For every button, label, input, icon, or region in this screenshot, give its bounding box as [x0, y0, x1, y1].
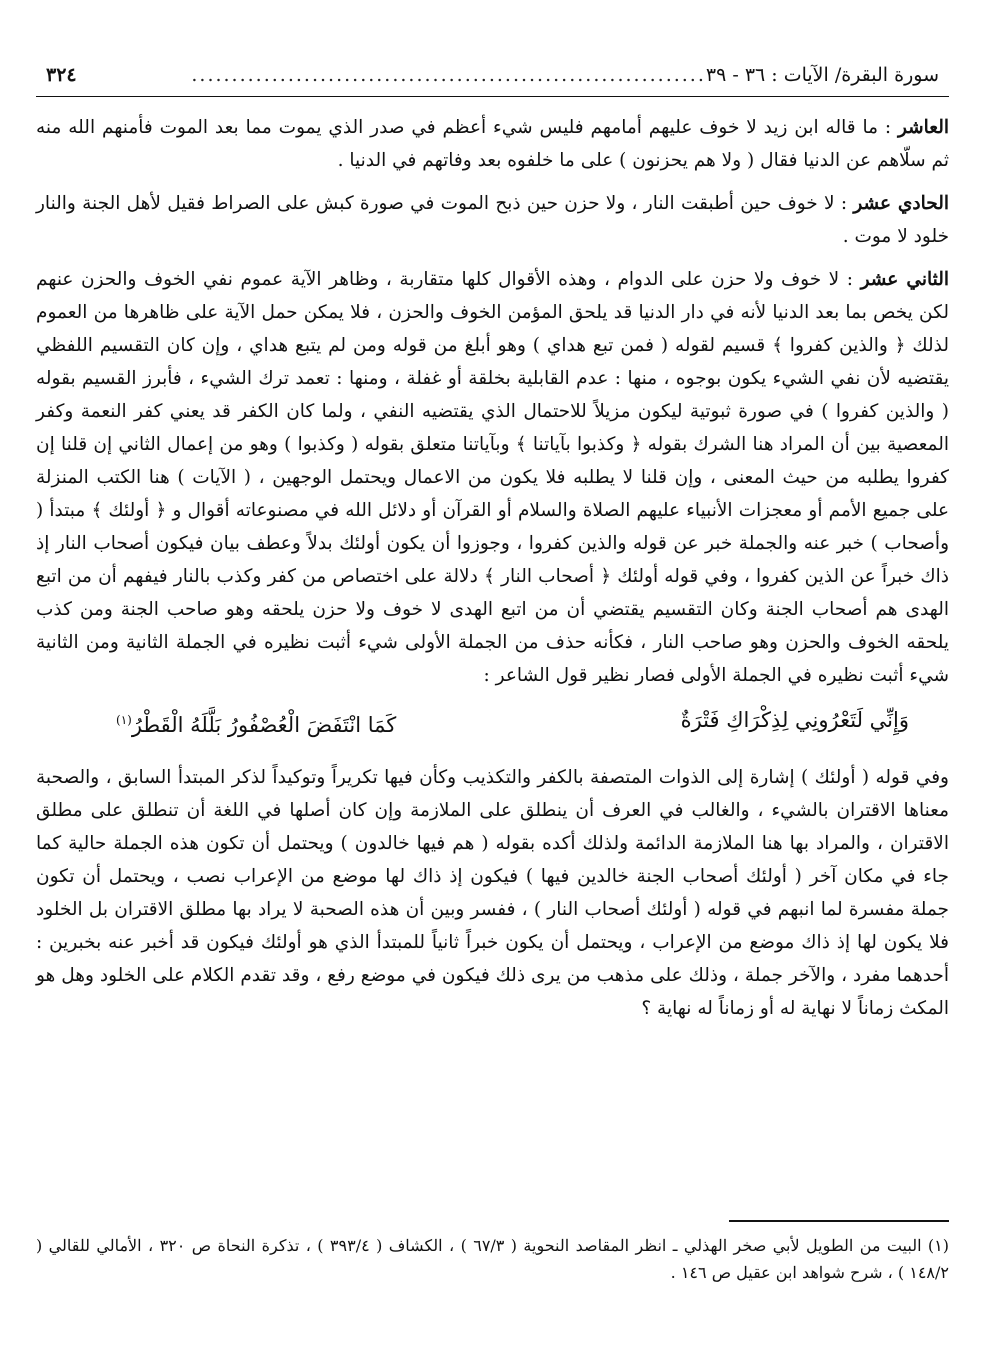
- verse-second-hemistich: [116, 702, 396, 743]
- verse-first-hemistich: وَإِنِّي لَتَعْرُونِي لِذِكْرَاكِ فَتْرَةٌ: [680, 708, 909, 732]
- footnote: (١) البيت من الطويل لأبي صخر الهذلي ـ انظر المقاصد النحوية ( ٦٧/٣ ) ، الكشاف ( ٣٩٣/٤ ) ، تذكرة النحاة ص ٣٢٠ ، الأمالي للقالي ( ١٤٨/٢ ) ، شرح شواهد ابن عقيل ص ١٤٦ .: [36, 1236, 950, 1282]
- paragraph-text: : لا خوف حين أطبقت النار ، ولا حزن حين ذبح الموت في صورة كبش على الصراط فقيل لأهل الجنة والنار خلود لا موت .: [36, 193, 949, 247]
- paragraph-lead: العاشر: [897, 117, 949, 138]
- paragraph-eleventh: [36, 187, 949, 253]
- paragraph-tenth: [36, 111, 949, 177]
- paragraph-text: : ما قاله ابن زيد لا خوف عليهم أمامهم فليس شيء أعظم في صدر الذي يموت مما بعد الموت فأمنهم الله منه ثم سلّاهم عن الدنيا فقال ( ولا هم يحزنون ) على ما خلفوه بعد وفاتهم في الدنيا .: [36, 117, 949, 171]
- paragraph-text: وفي قوله ( أولئك ) إشارة إلى الذوات المتصفة بالكفر والتكذيب وكأن فيها تكريراً وتوكيداً لذكر المبتدأ السابق ، والصحبة معناها الاقتران بالشيء ، والغالب في العرف أن ينطلق على الملازمة وإن كان أصلها في اللغة أن تنطلق على مطلق الاقتران ، والمراد بها هنا الملازمة الدائمة ولذلك أكده بقوله ( هم فيها خالدون ) ويحتمل أن تكون هذه الجملة حالية كما جاء في مكان آخر ( أولئك أصحاب الجنة خالدين فيها ) فيكون إذ ذاك لها موضع من الإعراب نصب ، ويحتمل أن تكون جملة مفسرة لما انبهم في قوله ( أولئك أصحاب النار ) ، ففسر وبين أن هذه الصحبة لا يراد بها مطلق الاقتران بل الخلود فلا يكون لها إذ ذاك موضع من الإعراب ، ويحتمل أن يكون خبراً ثانياً للمبتدأ الذي هو أولئك فيكون قد أخبر عنه بخبرين : أحدهما مفرد ، والآخر جملة ، وذلك على مذهب من يرى ذلك فيكون في موضع رفع ، وقد تقدم الكلام على الخلود وهل هو المكث زماناً لا نهاية له أو زماناً له نهاية ؟: [36, 767, 949, 1019]
- footnote-marker: (١): [116, 713, 132, 727]
- footnote-divider: [729, 1220, 949, 1222]
- paragraph-lead: الحادي عشر: [853, 193, 949, 214]
- header-leader-dots: ................................................................: [191, 64, 706, 86]
- poetry-verse: [116, 702, 909, 743]
- page-body: [36, 111, 949, 1025]
- paragraph-lead: الثاني عشر: [860, 269, 950, 290]
- book-page: [36, 62, 949, 1370]
- page-header: [36, 62, 949, 97]
- sura-title: سورة البقرة/ الآيات : ٣٦ - ٣٩: [705, 64, 939, 86]
- paragraph-text: : لا خوف ولا حزن على الدوام ، وهذه الأقوال كلها متقاربة ، وظاهر الآية عموم نفي الخوف والحزن عنهم لكن يخص بما بعد الدنيا لأنه في دار الدنيا قد يلحق المؤمن الخوف والحزن ، فلا يمكن حمل الآية على ظاهرها من العموم لذلك ﴿ والذين كفروا ﴾ قسيم لقوله ( فمن تبع هداي ) وهو أبلغ من قوله ومن لم يتبع هداي ، وإن كان التقسيم اللفظي يقتضيه لأن نفي الشيء يكون بوجوه ، منها : عدم القابلية بخلقة أو غفلة ، ومنها : تعمد ترك الشيء ، فأبرز القسيم بقوله ( والذين كفروا ) في صورة ثبوتية ليكون مزيلاً للاحتمال الذي يقتضيه النفي ، ولما كان الكفر قد يعني كفر النعمة وكفر المعصية بين أن المراد هنا الشرك بقوله ﴿ وكذبوا بآياتنا ﴾ وبآياتنا متعلق بقوله ( وكذبوا ) وهو من إعمال الثاني إن قلنا إن كفروا يطلبه من حيث المعنى ، وإن قلنا لا يطلبه فلا يكون من الاعمال ويحتمل الوجهين ، ( الآيات ) هنا الكتب المنزلة على جميع الأمم أو معجزات الأنبياء عليهم الصلاة والسلام أو القرآن أو دلائل الله في مصنوعاته أقوال و ﴿ أولئك ﴾ مبتدأ ( وأصحاب ) خبر عنه والجملة خبر عن قوله والذين كفروا ، وجوزوا أن يكون أولئك بدلاً وعطف بيان فيكون أصحاب النار إذ ذاك خبراً عن الذين كفروا ، وفي قوله أولئك ﴿ أصحاب النار ﴾ دلالة على اختصاص من كفر وكذب بالنار فيفهم أن من اتبع الهدى هم أصحاب الجنة وكان التقسيم يقتضي أن من اتبع الهدى لا خوف ولا حزن يلحقه وهو صاحب الجنة ومن كذب يلحقه الخوف والحزن وهو صاحب النار ، فكأنه حذف من الجملة الأولى شيء أثبت نظيره في الجملة الثانية ومن الثانية شيء أثبت نظيره في الجملة الأولى فصار نظير قول الشاعر :: [36, 269, 949, 686]
- page-number: ٣٢٤: [46, 64, 77, 86]
- verse-second-text: كَمَا انْتَفَضَ الْعُصْفُورُ بَلَّلَهُ الْقَطْرُ: [131, 713, 397, 737]
- paragraph-ulaika: [36, 761, 949, 1025]
- paragraph-twelfth: [36, 263, 949, 692]
